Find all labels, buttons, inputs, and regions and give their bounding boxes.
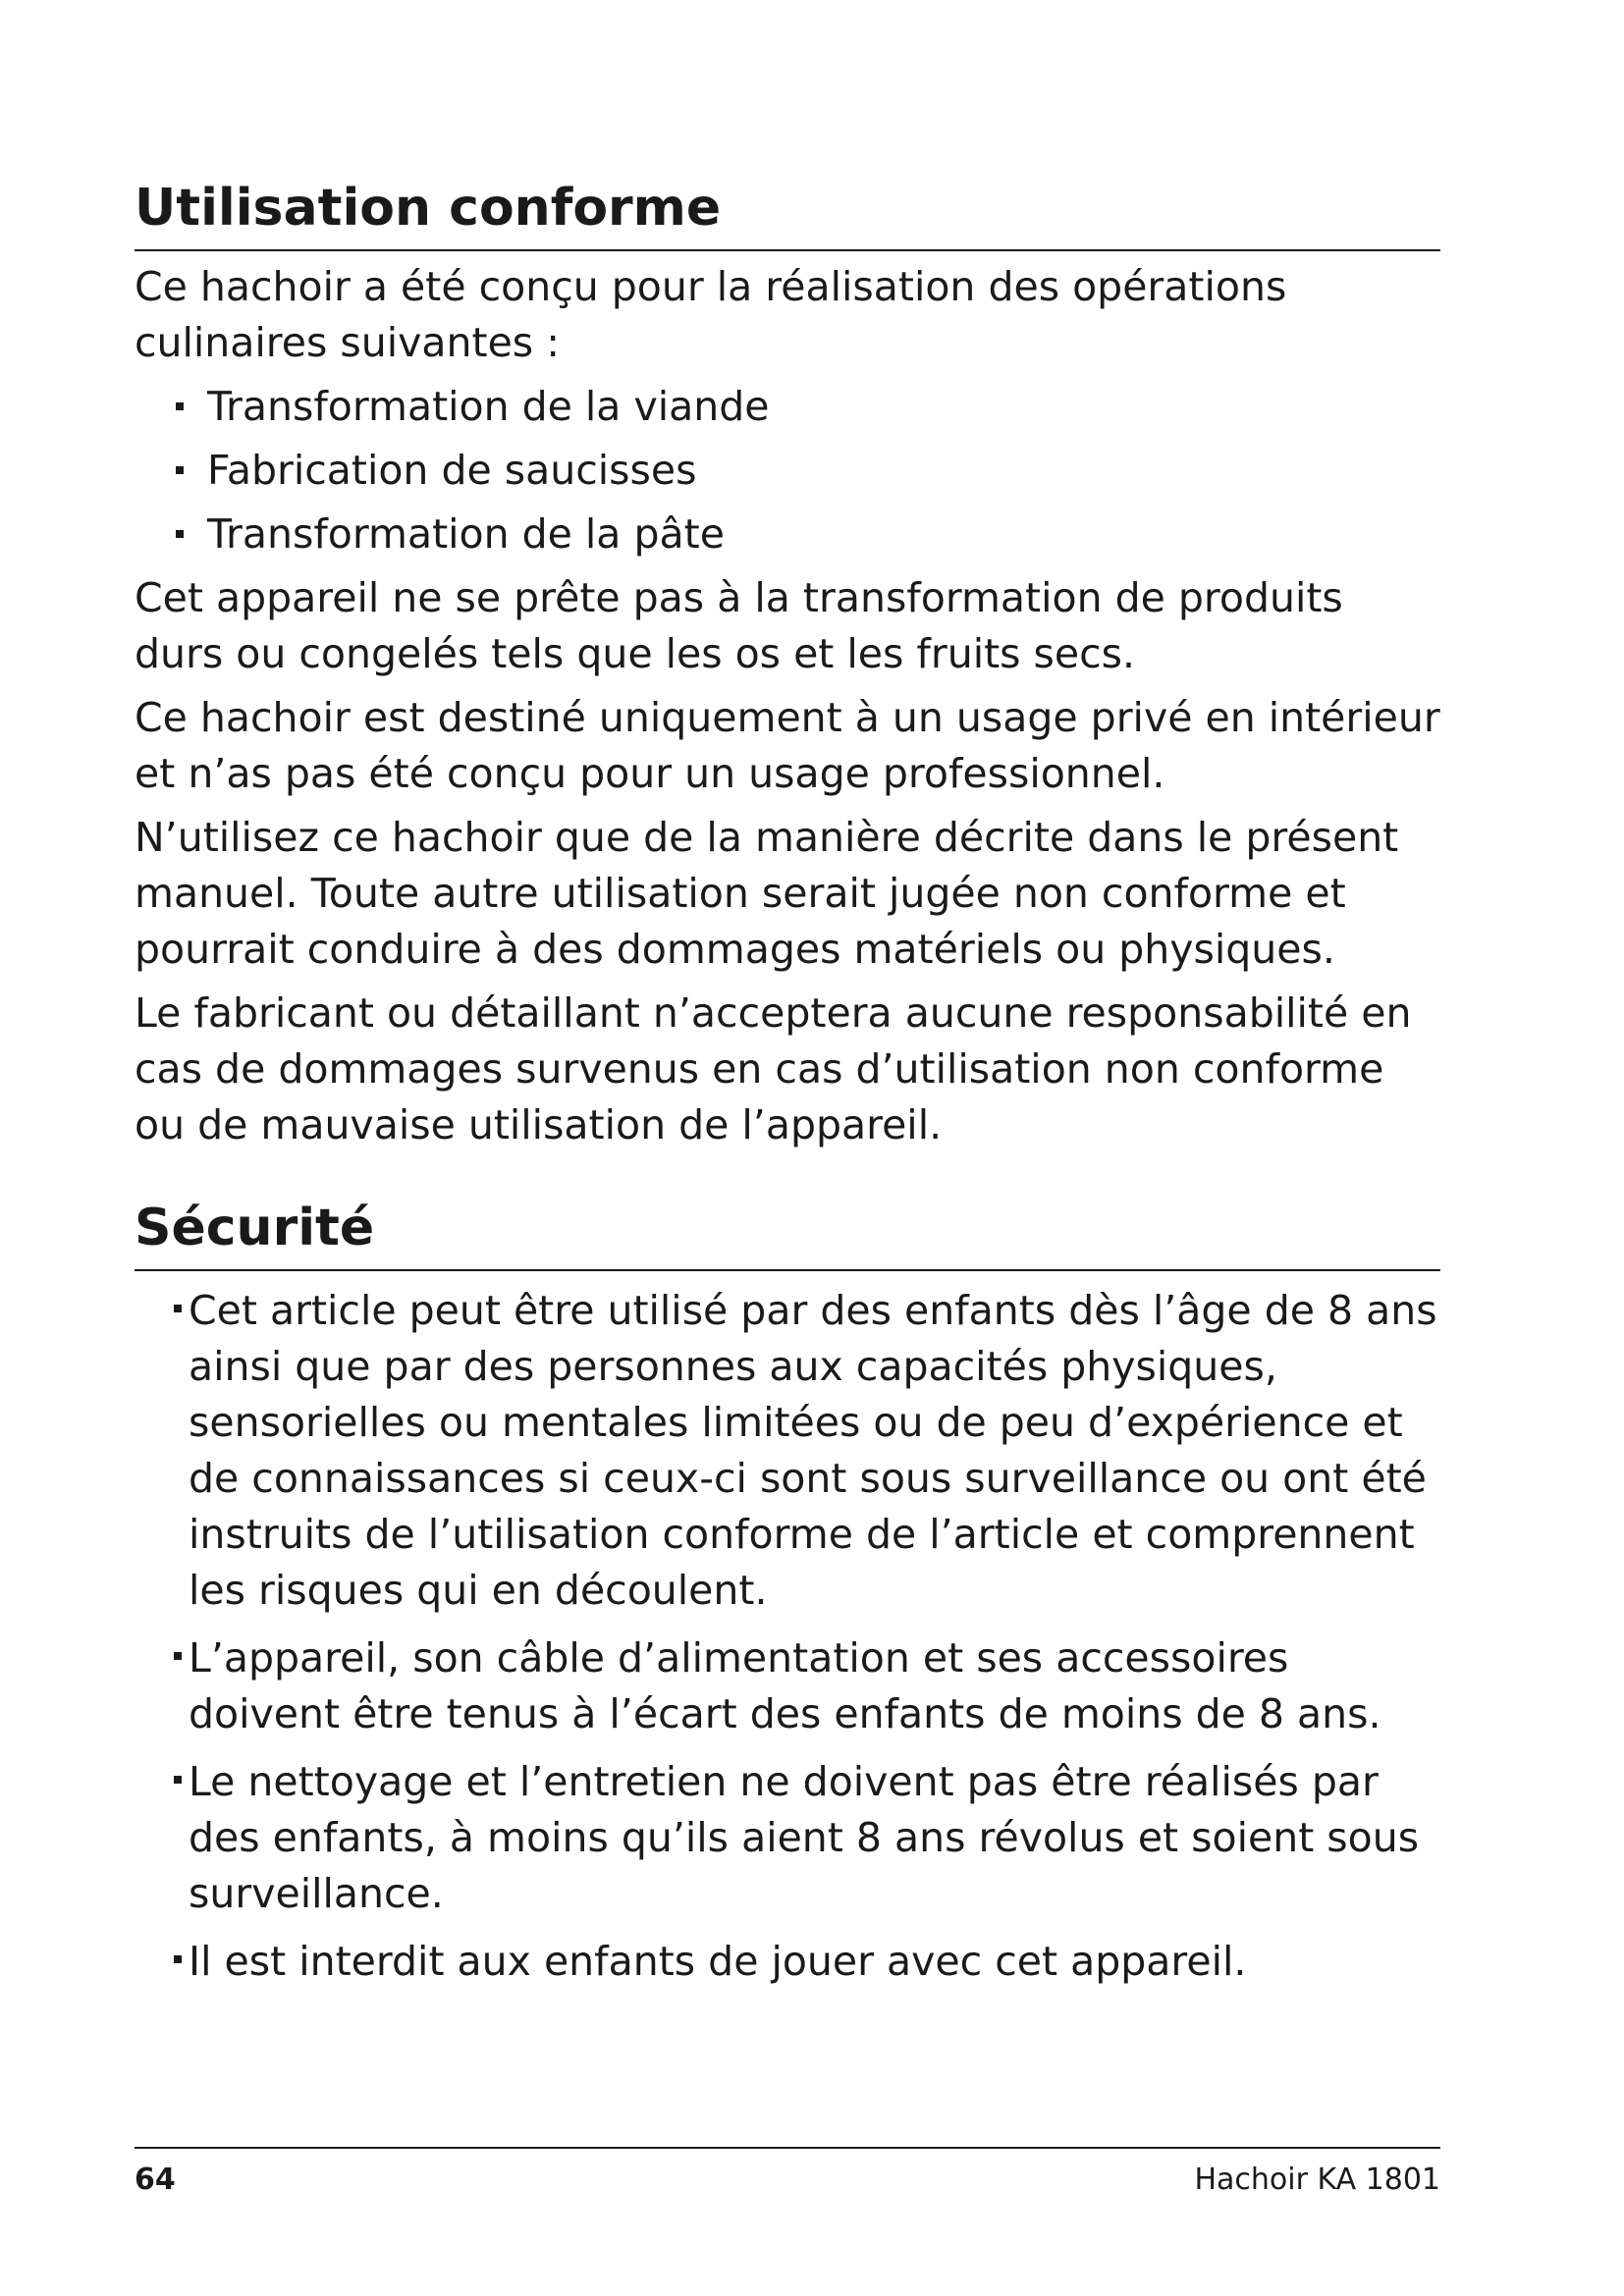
page-footer	[135, 2147, 1440, 2200]
section-spacer	[135, 1153, 1440, 1197]
list-item: Cet article peut être utilisé par des enfants dès l’âge de 8 ans ainsi que par des personnes aux capacités physiques, sensorielles ou mentales limitées ou de peu d’expérience et de connaissances si ceux-ci sont sous surveillance ou ont été instruits de l’utilisation conforme de l’article et comprennent les risques qui en découlent.	[135, 1283, 1440, 1619]
bullet-square-icon	[174, 1305, 182, 1312]
list-item: Le nettoyage et l’entretien ne doivent pas être réalisés par des enfants, à moins qu’ils aient 8 ans révolus et soient sous surveillance.	[135, 1754, 1440, 1922]
paragraph-liability: Le fabricant ou détaillant n’acceptera aucune responsabilité en cas de dommages survenus en cas d’utilisation non conforme ou de mauvaise utilisation de l’appareil.	[135, 989, 1412, 1148]
bullet-square-icon	[174, 1652, 182, 1660]
list-item: Il est interdit aux enfants de jouer avec cet appareil.	[135, 1934, 1440, 1990]
list-item: Fabrication de saucisses	[135, 443, 1440, 499]
list-item: Transformation de la pâte	[135, 507, 1440, 562]
product-name: Hachoir KA 1801	[1194, 2163, 1440, 2197]
usage-list	[135, 379, 1440, 562]
page-content	[135, 177, 1440, 1990]
bullet-square-icon	[176, 466, 184, 474]
bullet-square-icon	[174, 1776, 182, 1784]
list-item: Transformation de la viande	[135, 379, 1440, 435]
intro-paragraph: Ce hachoir a été conçu pour la réalisation des opérations culinaires suivantes :	[135, 263, 1287, 366]
paragraph-private-use: Ce hachoir est destiné uniquement à un usage privé en intérieur et n’as pas été conçu pour un usage professionnel.	[135, 694, 1440, 797]
paragraph-hard-products: Cet appareil ne se prête pas à la transformation de produits durs ou congelés tels que les os et les fruits secs.	[135, 574, 1343, 677]
bullet-square-icon	[176, 530, 184, 538]
page-number: 64	[135, 2163, 176, 2197]
paragraph-manual-use: N’utilisez ce hachoir que de la manière décrite dans le présent manuel. Toute autre utilisation serait jugée non conforme et pourrait conduire à des dommages matériels ou physiques.	[135, 814, 1399, 973]
safety-list	[135, 1283, 1440, 1990]
section-title-utilisation-conforme: Utilisation conforme	[135, 177, 1440, 251]
bullet-square-icon	[174, 1955, 182, 1963]
section-title-securite: Sécurité	[135, 1197, 1440, 1271]
bullet-square-icon	[176, 402, 184, 410]
list-item: L’appareil, son câble d’alimentation et ses accessoires doivent être tenus à l’écart des enfants de moins de 8 ans.	[135, 1630, 1440, 1742]
